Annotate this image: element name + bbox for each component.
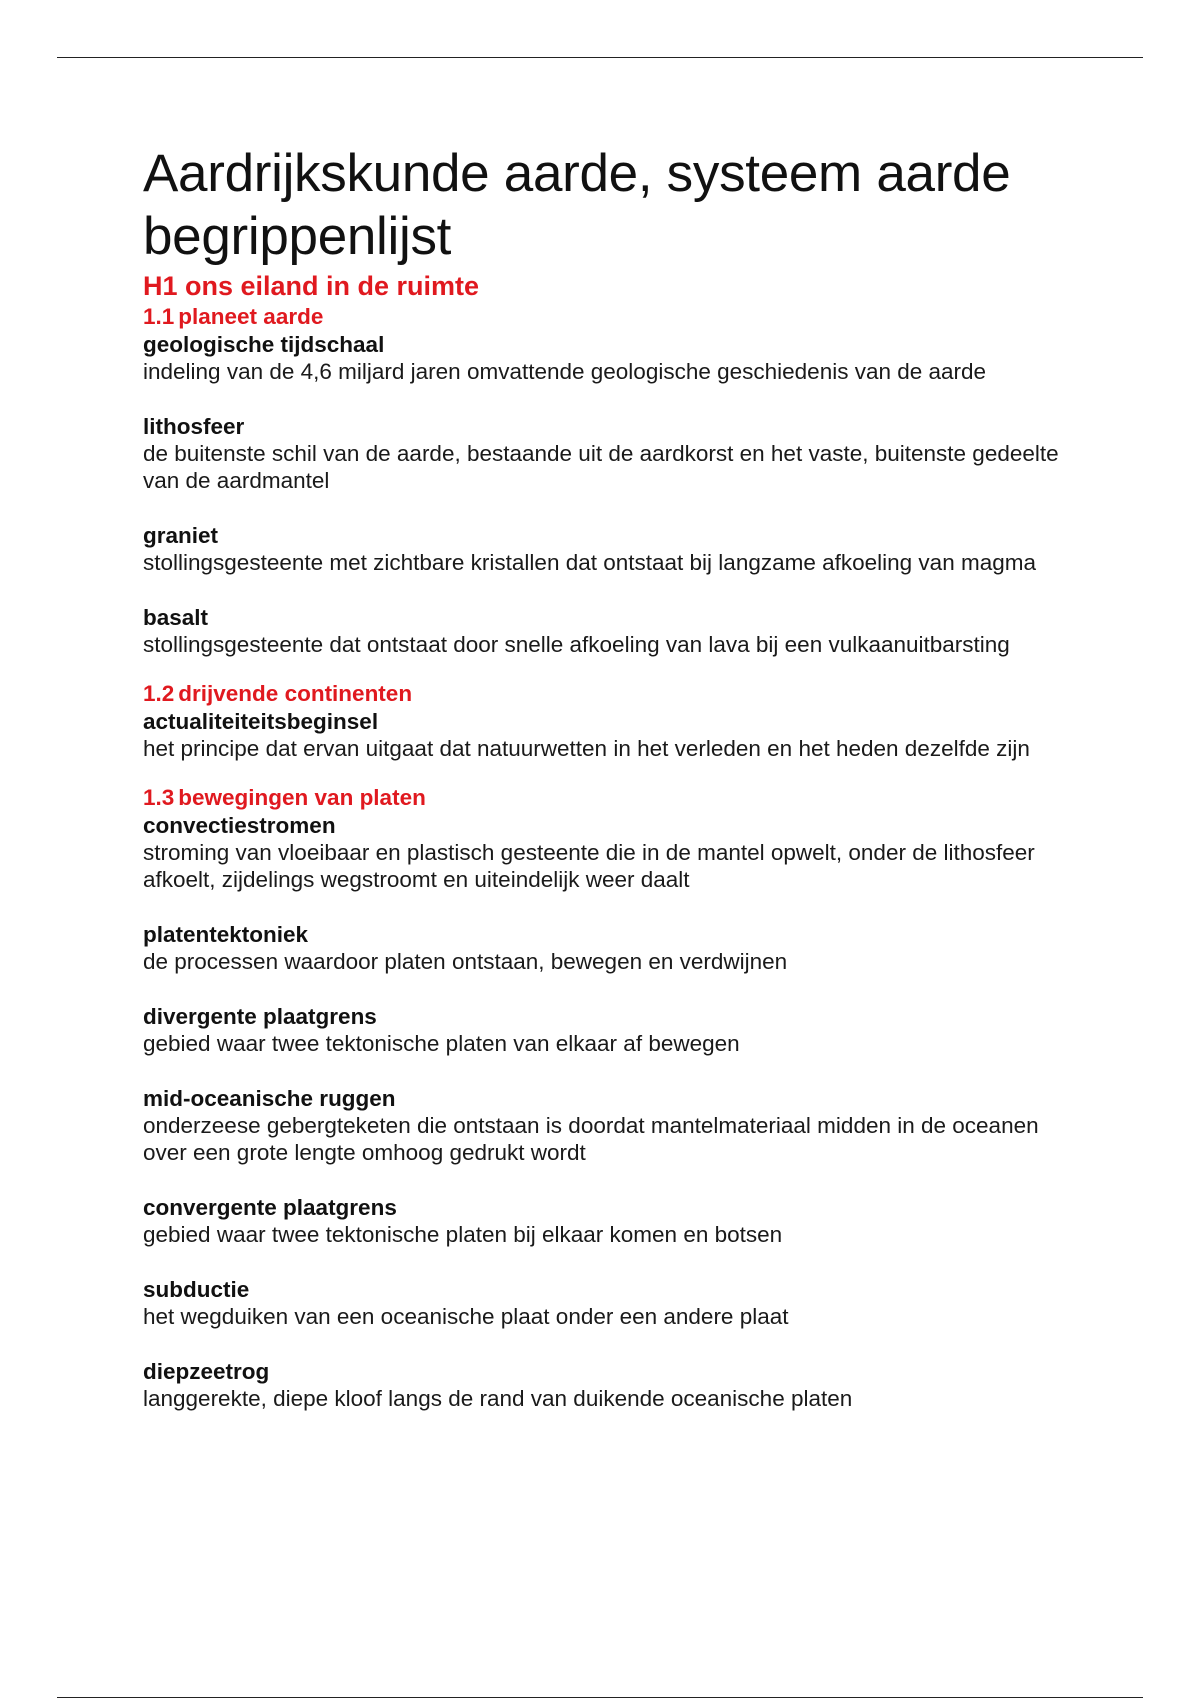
glossary-entry xyxy=(143,1358,1083,1412)
section-title xyxy=(143,784,1083,812)
section-number: 1.2 xyxy=(143,681,175,706)
term: platentektoniek xyxy=(143,922,309,947)
glossary-entry xyxy=(143,413,1083,494)
definition: het principe dat ervan uitgaat dat natuurwetten in het verleden en het heden dezelfde zijn xyxy=(143,736,1030,761)
term: subductie xyxy=(143,1277,250,1302)
definition: onderzeese gebergteketen die ontstaan is doordat mantelmateriaal midden in de oceanen over een grote lengte omhoog gedrukt wordt xyxy=(143,1113,1039,1165)
section-number: 1.1 xyxy=(143,304,175,329)
term: lithosfeer xyxy=(143,414,245,439)
term: diepzeetrog xyxy=(143,1359,270,1384)
glossary-entry xyxy=(143,1085,1083,1166)
section-title xyxy=(143,303,1083,331)
definition: gebied waar twee tektonische platen bij elkaar komen en botsen xyxy=(143,1222,783,1247)
section-1-1 xyxy=(143,303,1083,658)
chapter-title: H1 ons eiland in de ruimte xyxy=(143,271,480,301)
top-rule xyxy=(57,57,1143,58)
definition: indeling van de 4,6 miljard jaren omvattende geologische geschiedenis van de aarde xyxy=(143,359,987,384)
term: basalt xyxy=(143,605,209,630)
term: graniet xyxy=(143,523,219,548)
glossary-entry xyxy=(143,812,1083,893)
glossary-entry xyxy=(143,1276,1083,1330)
definition: langgerekte, diepe kloof langs de rand van duikende oceanische platen xyxy=(143,1386,853,1411)
section-1-2 xyxy=(143,680,1083,762)
term: actualiteiteitsbeginsel xyxy=(143,709,379,734)
bottom-rule xyxy=(57,1697,1143,1698)
section-name: planeet aarde xyxy=(178,304,324,329)
section-title xyxy=(143,680,1083,708)
term: convergente plaatgrens xyxy=(143,1195,397,1220)
definition: de buitenste schil van de aarde, bestaande uit de aardkorst en het vaste, buitenste gedeelte van de aardmantel xyxy=(143,441,1059,493)
document-title: Aardrijkskunde aarde, systeem aarde begrippenlijst xyxy=(143,144,1011,266)
definition: het wegduiken van een oceanische plaat onder een andere plaat xyxy=(143,1304,789,1329)
document-body xyxy=(143,142,1083,1440)
term: divergente plaatgrens xyxy=(143,1004,377,1029)
glossary-entry xyxy=(143,1003,1083,1057)
definition: gebied waar twee tektonische platen van elkaar af bewegen xyxy=(143,1031,740,1056)
definition: stollingsgesteente dat ontstaat door snelle afkoeling van lava bij een vulkaanuitbarsting xyxy=(143,632,1010,657)
section-number: 1.3 xyxy=(143,785,175,810)
glossary-entry xyxy=(143,331,1083,385)
definition: stroming van vloeibaar en plastisch gesteente die in de mantel opwelt, onder de lithosfeer afkoelt, zijdelings wegstroomt en uiteindelijk weer daalt xyxy=(143,840,1035,892)
glossary-entry xyxy=(143,522,1083,576)
term: convectiestromen xyxy=(143,813,336,838)
glossary-entry xyxy=(143,1194,1083,1248)
section-name: bewegingen van platen xyxy=(178,785,426,810)
definition: de processen waardoor platen ontstaan, bewegen en verdwijnen xyxy=(143,949,788,974)
definition: stollingsgesteente met zichtbare kristallen dat ontstaat bij langzame afkoeling van magma xyxy=(143,550,1036,575)
section-1-3 xyxy=(143,784,1083,1412)
glossary-entry xyxy=(143,708,1083,762)
glossary-entry xyxy=(143,921,1083,975)
section-name: drijvende continenten xyxy=(178,681,413,706)
glossary-entry xyxy=(143,604,1083,658)
term: geologische tijdschaal xyxy=(143,332,385,357)
term: mid-oceanische ruggen xyxy=(143,1086,396,1111)
